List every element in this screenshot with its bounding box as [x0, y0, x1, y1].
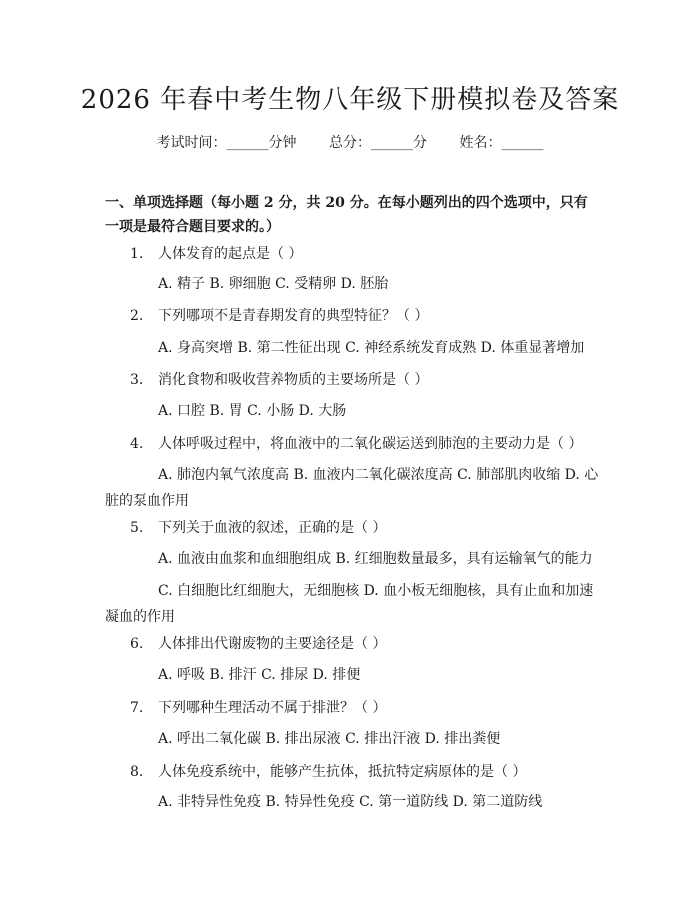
question-stem: 人体免疫系统中，能够产生抗体，抵抗特定病原体的是（ ） — [158, 764, 527, 780]
question-number: 2. — [130, 308, 144, 324]
question-stem: 下列哪项不是青春期发育的典型特征？（ ） — [158, 308, 429, 324]
question-stem: 消化食物和吸收营养物质的主要场所是（ ） — [158, 372, 429, 388]
question-4-options: A. 肺泡内氧气浓度高 B. 血液内二氧化碳浓度高 C. 肺部肌肉收缩 D. 心脏的泵血作用 — [105, 467, 599, 509]
question-stem: 下列哪种生理活动不属于排泄？（ ） — [158, 700, 387, 716]
section-heading: 一、单项选择题（每小题 2 分，共 20 分。在每小题列出的四个选项中，只有一项是最符合题目要求的。） — [105, 195, 588, 235]
question-number: 6. — [130, 636, 144, 652]
question-7-options: A. 呼出二氧化碳 B. 排出尿液 C. 排出汗液 D. 排出粪便 — [158, 731, 501, 747]
question-2 — [130, 305, 600, 327]
question-8 — [130, 761, 600, 783]
question-number: 4. — [130, 436, 144, 452]
question-stem: 人体呼吸过程中，将血液中的二氧化碳运送到肺泡的主要动力是（ ） — [158, 436, 583, 452]
question-5-options-cd: C. 白细胞比红细胞大，无细胞核 D. 血小板无细胞核，具有止血和加速凝血的作用 — [105, 583, 594, 625]
question-3 — [130, 369, 600, 391]
question-6 — [130, 633, 600, 655]
question-3-options: A. 口腔 B. 胃 C. 小肠 D. 大肠 — [158, 403, 347, 419]
page-title: 2026 年春中考生物八年级下册模拟卷及答案 — [80, 85, 620, 115]
question-2-options: A. 身高突增 B. 第二性征出现 C. 神经系统发育成熟 D. 体重显著增加 — [158, 340, 585, 356]
question-5-options-ab: A. 血液由血浆和血细胞组成 B. 红细胞数量最多，具有运输氧气的能力 — [158, 551, 593, 567]
question-number: 8. — [130, 764, 144, 780]
exam-info-line: 考试时间：______分钟 总分：______分 姓名：______ — [156, 135, 544, 151]
question-8-options: A. 非特异性免疫 B. 特异性免疫 C. 第一道防线 D. 第二道防线 — [158, 794, 543, 810]
question-number: 3. — [130, 372, 144, 388]
question-6-options: A. 呼吸 B. 排汗 C. 排尿 D. 排便 — [158, 667, 361, 683]
question-4 — [130, 433, 600, 455]
question-1-options: A. 精子 B. 卵细胞 C. 受精卵 D. 胚胎 — [158, 276, 389, 292]
question-number: 1. — [130, 246, 144, 262]
question-stem: 人体发育的起点是（ ） — [158, 246, 303, 262]
question-7 — [130, 697, 600, 719]
question-5 — [130, 517, 600, 539]
question-number: 5. — [130, 520, 144, 536]
question-1 — [130, 243, 600, 265]
question-number: 7. — [130, 700, 144, 716]
question-stem: 人体排出代谢废物的主要途径是（ ） — [158, 636, 387, 652]
question-stem: 下列关于血液的叙述，正确的是（ ） — [158, 520, 387, 536]
